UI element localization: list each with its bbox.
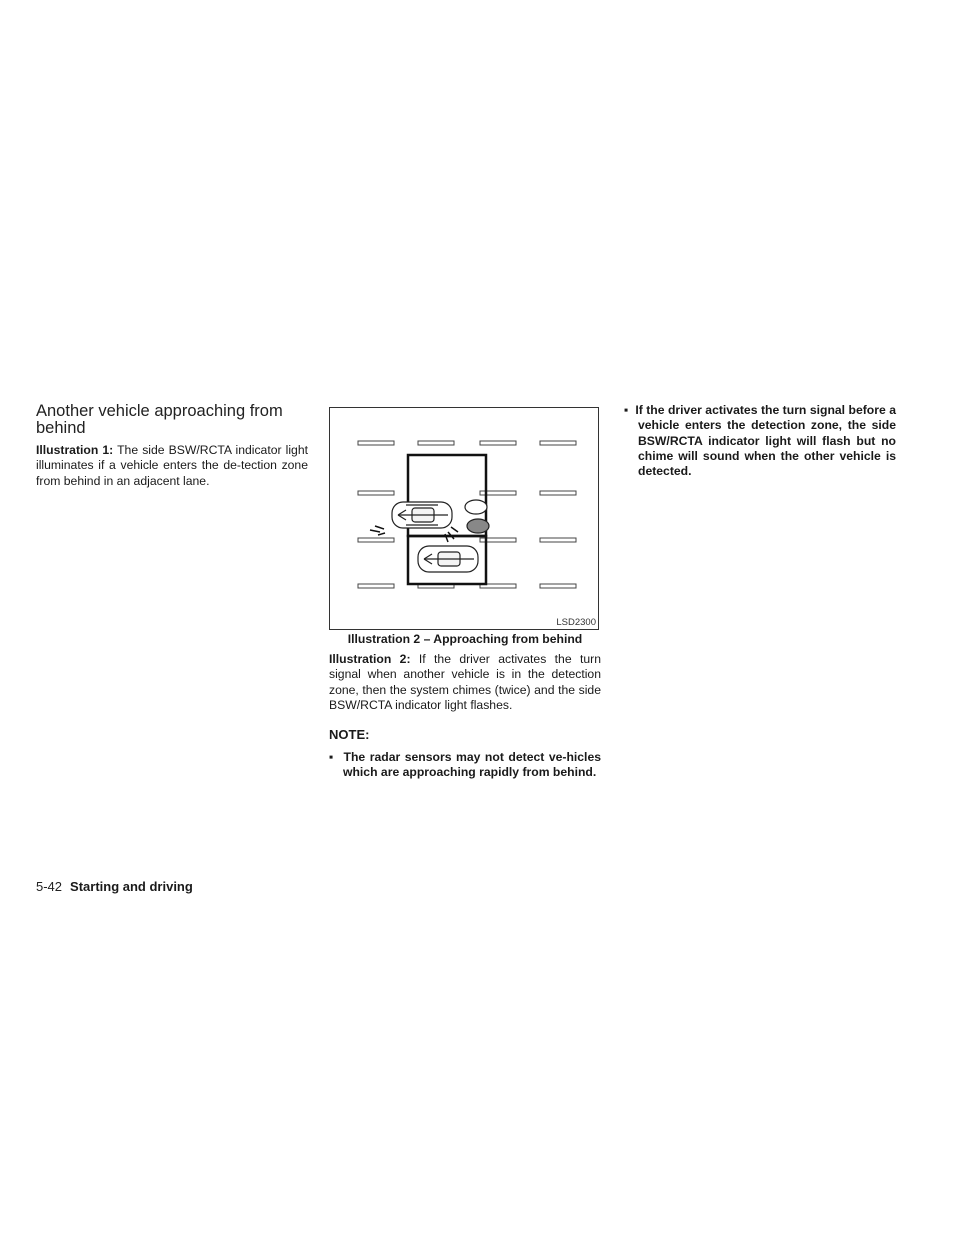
lane-marker xyxy=(540,491,576,495)
note-bullet-1-text: The radar sensors may not detect ve-hicles which are approaching rapidly from behind. xyxy=(343,750,602,780)
illustration-2-label: Illustration 2: xyxy=(329,652,411,666)
approaching-vehicle-icon xyxy=(392,502,452,528)
lane-marker xyxy=(418,441,454,445)
lane-marker xyxy=(358,441,394,445)
figure-caption: Illustration 2 – Approaching from behind xyxy=(347,632,583,646)
indicator-light-on-icon xyxy=(467,519,489,533)
lane-marker xyxy=(358,538,394,542)
illustration-1-label: Illustration 1: xyxy=(36,443,114,457)
bullet-icon: ▪ xyxy=(329,750,344,765)
note-heading: NOTE: xyxy=(329,727,370,743)
illustration-2-text: If the driver activates the turn signal when another vehicle is in the detection zone, then the system chimes (twice) and the side BSW/RCTA indicator light flashes. xyxy=(329,652,601,712)
bullet-icon: ▪ xyxy=(624,403,636,417)
lane-marker xyxy=(480,441,516,445)
lane-marker xyxy=(358,584,394,588)
lane-marker xyxy=(540,441,576,445)
column-middle xyxy=(329,403,601,781)
own-vehicle-icon xyxy=(418,546,478,572)
footer-section-title: Starting and driving xyxy=(70,879,193,894)
lane-diagram xyxy=(330,408,598,629)
note-bullet-1 xyxy=(329,750,601,781)
approaching-figure xyxy=(329,407,599,630)
illustration-2-paragraph xyxy=(329,652,601,713)
lane-marker xyxy=(540,584,576,588)
section-heading: Another vehicle approaching from behind xyxy=(36,402,283,437)
page-number: 5-42 xyxy=(36,879,63,894)
illustration-1-paragraph xyxy=(36,443,308,489)
page-footer xyxy=(36,879,193,894)
note-bullet-2-text: If the driver activates the turn signal before a vehicle enters the detection zone, the side BSW/RCTA indicator light will flash but no chime will sound when the other vehicle is detected. xyxy=(635,403,897,479)
column-left xyxy=(36,403,308,489)
lane-marker xyxy=(540,538,576,542)
lane-marker xyxy=(358,491,394,495)
figure-code: LSD2300 xyxy=(556,617,596,628)
column-right xyxy=(624,403,896,479)
illustration-1-text: The side BSW/RCTA indicator light illuminates if a vehicle enters the de-tection zone from behind in an adjacent lane. xyxy=(36,443,308,488)
note-bullet-2 xyxy=(624,403,896,479)
indicator-light-off-icon xyxy=(465,500,487,514)
